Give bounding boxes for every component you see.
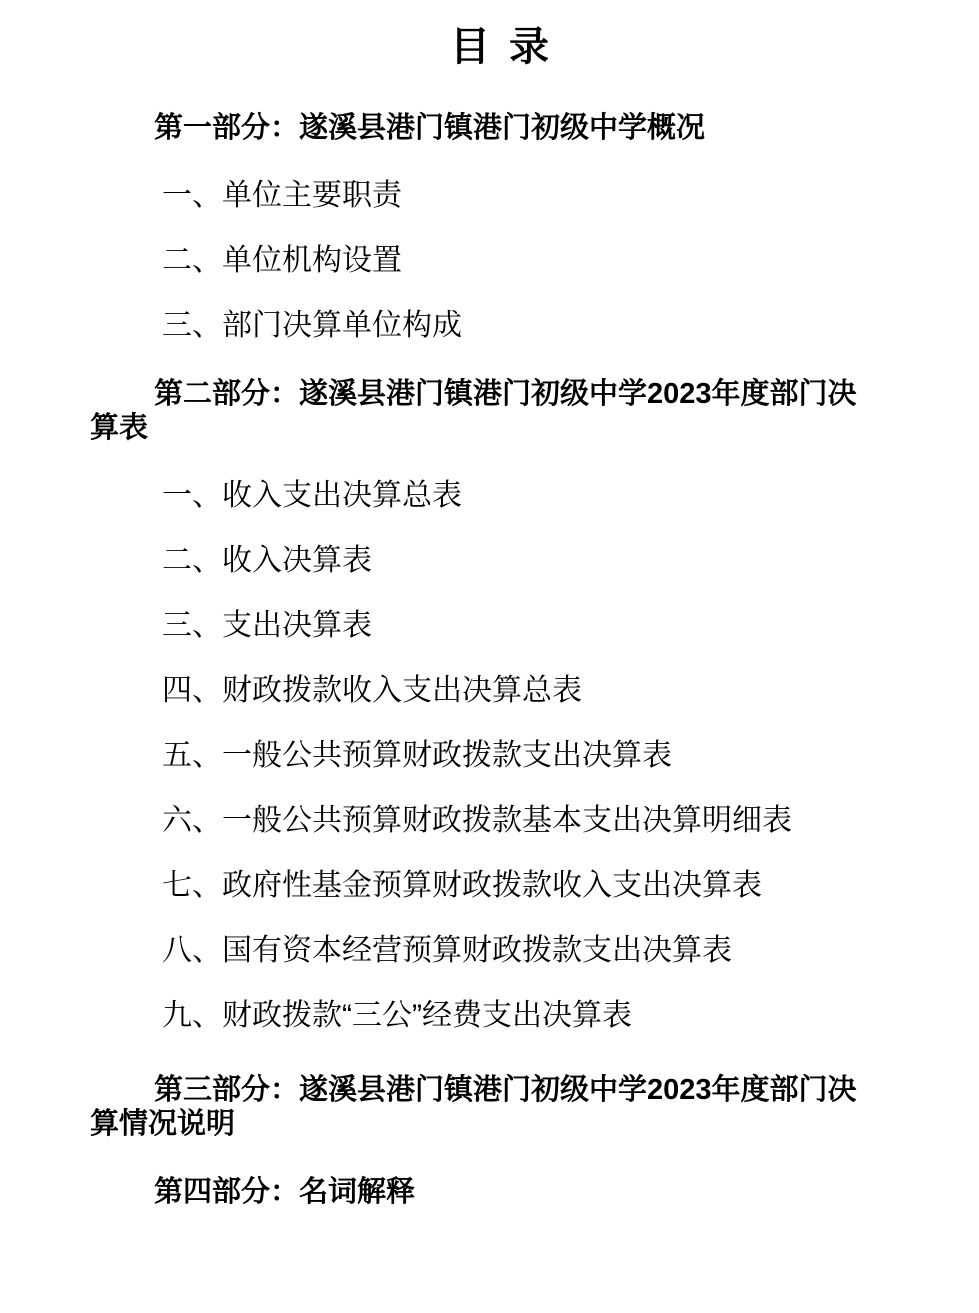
section-1-heading	[90, 111, 883, 145]
section-part-4	[90, 1175, 883, 1209]
section-part-1	[90, 111, 883, 343]
toc-item: 五、一般公共预算财政拨款支出决算表	[162, 739, 672, 772]
toc-item: 一、收入支出决算总表	[162, 479, 462, 512]
section-heading-line: 第四部分：名词解释	[154, 1176, 416, 1208]
toc-item: 九、财政拨款“三公”经费支出决算表	[162, 999, 632, 1032]
page-title: 目 录	[449, 25, 550, 69]
section-heading-line: 算表	[90, 412, 149, 444]
section-2-heading	[90, 377, 883, 445]
section-heading-line: 第一部分：遂溪县港门镇港门初级中学概况	[154, 112, 706, 144]
section-part-2	[90, 377, 883, 1033]
toc-item: 二、单位机构设置	[162, 244, 402, 277]
section-heading-line: 算情况说明	[90, 1108, 236, 1140]
toc-item: 一、单位主要职责	[162, 179, 402, 212]
toc-item: 三、支出决算表	[162, 609, 372, 642]
toc-item: 三、部门决算单位构成	[162, 309, 462, 342]
toc-item: 八、国有资本经营预算财政拨款支出决算表	[162, 934, 732, 967]
toc-item: 六、一般公共预算财政拨款基本支出决算明细表	[162, 804, 792, 837]
toc-item: 四、财政拨款收入支出决算总表	[162, 674, 582, 707]
section-heading-line: 第二部分：遂溪县港门镇港门初级中学2023年度部门决	[154, 378, 857, 410]
toc-item: 七、政府性基金预算财政拨款收入支出决算表	[162, 869, 762, 902]
section-4-heading	[90, 1175, 883, 1209]
section-part-3	[90, 1073, 883, 1141]
section-3-heading	[90, 1073, 883, 1141]
section-heading-line: 第三部分：遂溪县港门镇港门初级中学2023年度部门决	[154, 1074, 857, 1106]
toc-item: 二、收入决算表	[162, 544, 372, 577]
